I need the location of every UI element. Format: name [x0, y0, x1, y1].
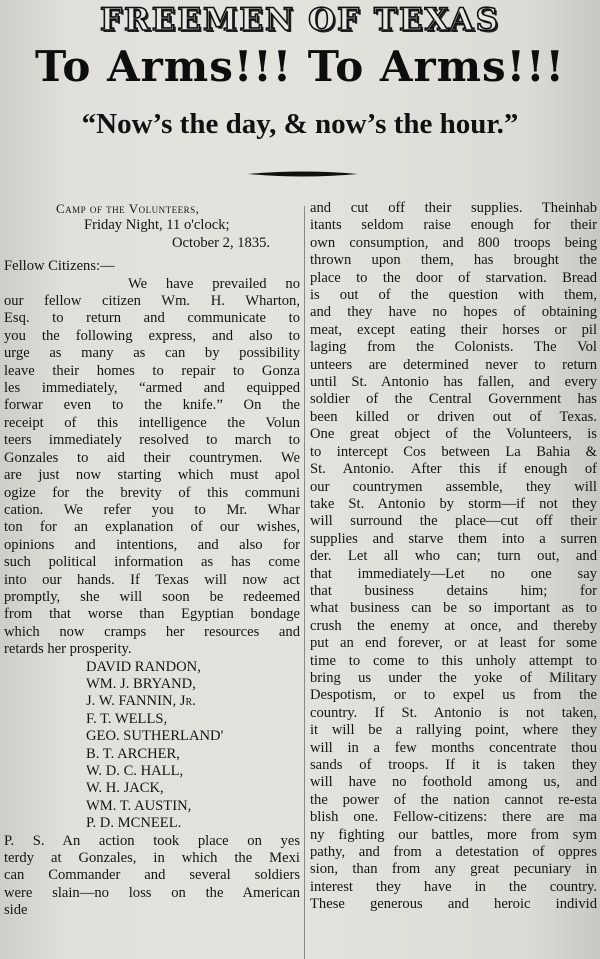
- text-line: meat, except eating their horses or pil: [310, 321, 597, 338]
- text-line: promptly, she will soon be redeemed: [4, 588, 300, 605]
- text-line: will have no foothold among us, and: [310, 774, 597, 791]
- text-line: interest they have in the country.: [310, 878, 597, 895]
- text-line: Gonzales to aid their countrymen. We: [4, 449, 300, 466]
- signatory-name: B. T. ARCHER,: [86, 745, 180, 762]
- text-line: which now cramps her resources and: [4, 623, 300, 640]
- text-line: retards her prosperity.: [4, 641, 132, 658]
- signatory-name: WM. T. AUSTIN,: [86, 797, 192, 814]
- text-line: der. Let all who can; turn out, and: [310, 548, 597, 565]
- text-line: St. Antonio. After this if enough of: [310, 461, 597, 478]
- text-line: it will be a rallying point, where they: [310, 722, 597, 739]
- dateline-time: Friday Night, 11 o'clock;: [84, 217, 230, 234]
- dateline-date: October 2, 1835.: [172, 234, 271, 251]
- motto: “Now’s the day, & now’s the hour.”: [81, 108, 519, 140]
- text-line: our countrymen assemble, they will: [310, 478, 597, 495]
- text-line: ny fighting our battles, more from sym: [310, 826, 597, 843]
- text-line: itants seldom raise enough for their: [310, 217, 597, 234]
- text-line: urge as many as can by possibility: [4, 345, 300, 362]
- text-line: you the following express, and also to: [4, 327, 300, 344]
- text-line: thrown upon them, has brought the: [310, 252, 597, 269]
- text-line: and they have no hopes of obtaining: [310, 304, 597, 321]
- ornamental-rule: [248, 170, 358, 178]
- text-line: These generous and heroic individ: [310, 896, 597, 913]
- postscript-line: P. S. An action took place on yes: [4, 832, 300, 849]
- text-line: ton for an explanation of our wishes,: [4, 519, 300, 536]
- signatory-name: WM. J. BRYAND,: [86, 675, 196, 692]
- postscript-line: can Commander and several soldiers: [4, 867, 300, 884]
- text-line: teers immediately resolved to march to: [4, 432, 300, 449]
- signatories: [4, 659, 300, 833]
- headline: To Arms!!! To Arms!!!: [35, 42, 565, 91]
- text-line: Esq. to return and communicate to: [4, 310, 300, 327]
- text-line: laging from the Colonists. The Vol: [310, 339, 597, 356]
- postscript-line: were slain—no loss on the American: [4, 884, 300, 901]
- signatory-name: P. D. MCNEEL.: [86, 815, 182, 832]
- text-line: is out of the question with them,: [310, 287, 597, 304]
- text-line: sands of troops. If it is taken they: [310, 757, 597, 773]
- text-line: supplies and starve them into a surren: [310, 530, 597, 547]
- text-line: are just now starting which must apol: [4, 467, 300, 484]
- text-line: receipt of this intelligence the Volun: [4, 414, 300, 431]
- text-line: les immediately, “armed and equipped: [4, 380, 300, 397]
- signatory-name: J. W. FANNIN, Jr.: [86, 693, 196, 710]
- text-line: forwar even to the knife.” On the: [4, 397, 300, 414]
- text-line: pathy, and from a detestation of oppres: [310, 844, 597, 861]
- text-line: We have prevailed no: [128, 275, 300, 292]
- text-line: that immediately—Let no one say: [310, 565, 597, 582]
- signatory-name: GEO. SUTHERLAND': [86, 728, 224, 745]
- text-line: sion, than from any great pecuniary in: [310, 861, 597, 878]
- postscript: [4, 833, 300, 920]
- text-line: our fellow citizen Wm. H. Wharton,: [4, 293, 300, 310]
- text-line: and cut off their supplies. Theinhab: [310, 200, 597, 216]
- text-line: from that worse than Egyptian bondage: [4, 606, 300, 623]
- text-line: such political information as has come: [4, 554, 300, 571]
- text-line: opinions and intentions, and also for: [4, 536, 300, 553]
- text-line: place to the door of starvation. Bread: [310, 269, 597, 286]
- text-line: what business can be so important as to: [310, 600, 597, 617]
- signatory-name: W. H. JACK,: [86, 780, 164, 797]
- text-line: blish one. Fellow-citizens: there are ma: [310, 809, 597, 826]
- left-column: [4, 200, 300, 920]
- text-line: put an end forever, or at least for some: [310, 635, 597, 652]
- signatory-name: W. D. C. HALL,: [86, 763, 184, 779]
- banner-title: FREEMEN OF TEXAS: [100, 2, 500, 38]
- text-line: own consumption, and 800 troops being: [310, 234, 597, 251]
- text-line: into our hands. If Texas will now act: [4, 571, 300, 588]
- text-line: One great object of the Volunteers, is: [310, 426, 597, 443]
- text-line: to intercept Cos between La Bahia &: [310, 443, 597, 460]
- text-line: leave their homes to repair to Gonza: [4, 362, 300, 379]
- text-line: unteers are determined never to return: [310, 356, 597, 373]
- salutation: Fellow Citizens:—: [4, 258, 115, 275]
- letter-body: [4, 276, 300, 659]
- text-line: time to come to this unholy attempt to: [310, 652, 597, 669]
- column-divider: [304, 206, 305, 959]
- signatory-name: F. T. WELLS,: [86, 710, 168, 727]
- text-line: ogize for the brevity of this communi: [4, 484, 300, 501]
- dateline-camp: Camp of the Volunteers,: [56, 201, 200, 216]
- continuation-body: [310, 200, 597, 914]
- text-line: until St. Antonio has fallen, and every: [310, 374, 597, 391]
- right-column: [310, 200, 597, 914]
- text-line: will in a few months concentrate thou: [310, 739, 597, 756]
- postscript-line: side: [4, 902, 28, 919]
- text-line: soldier of the Central Government has: [310, 391, 597, 408]
- postscript-line: terdy at Gonzales, in which the Mexi: [4, 850, 300, 867]
- text-line: cation. We refer you to Mr. Whar: [4, 501, 300, 518]
- text-line: been killed or driven out of Texas.: [310, 408, 597, 425]
- text-line: bring us under the yoke of Military: [310, 669, 597, 686]
- text-line: take St. Antonio by storm—if not they: [310, 495, 597, 512]
- text-line: crush the enemy at once, and thereby: [310, 617, 597, 634]
- text-line: the power of the nation cannot re-esta: [310, 791, 597, 808]
- text-line: will surround the place—cut off their: [310, 513, 597, 530]
- signatory-name: DAVID RANDON,: [86, 658, 201, 675]
- text-line: Despotism, or to expel us from the: [310, 687, 597, 704]
- text-line: country. If St. Antonio is not taken,: [310, 704, 597, 721]
- text-line: that business detains him; for: [310, 582, 597, 599]
